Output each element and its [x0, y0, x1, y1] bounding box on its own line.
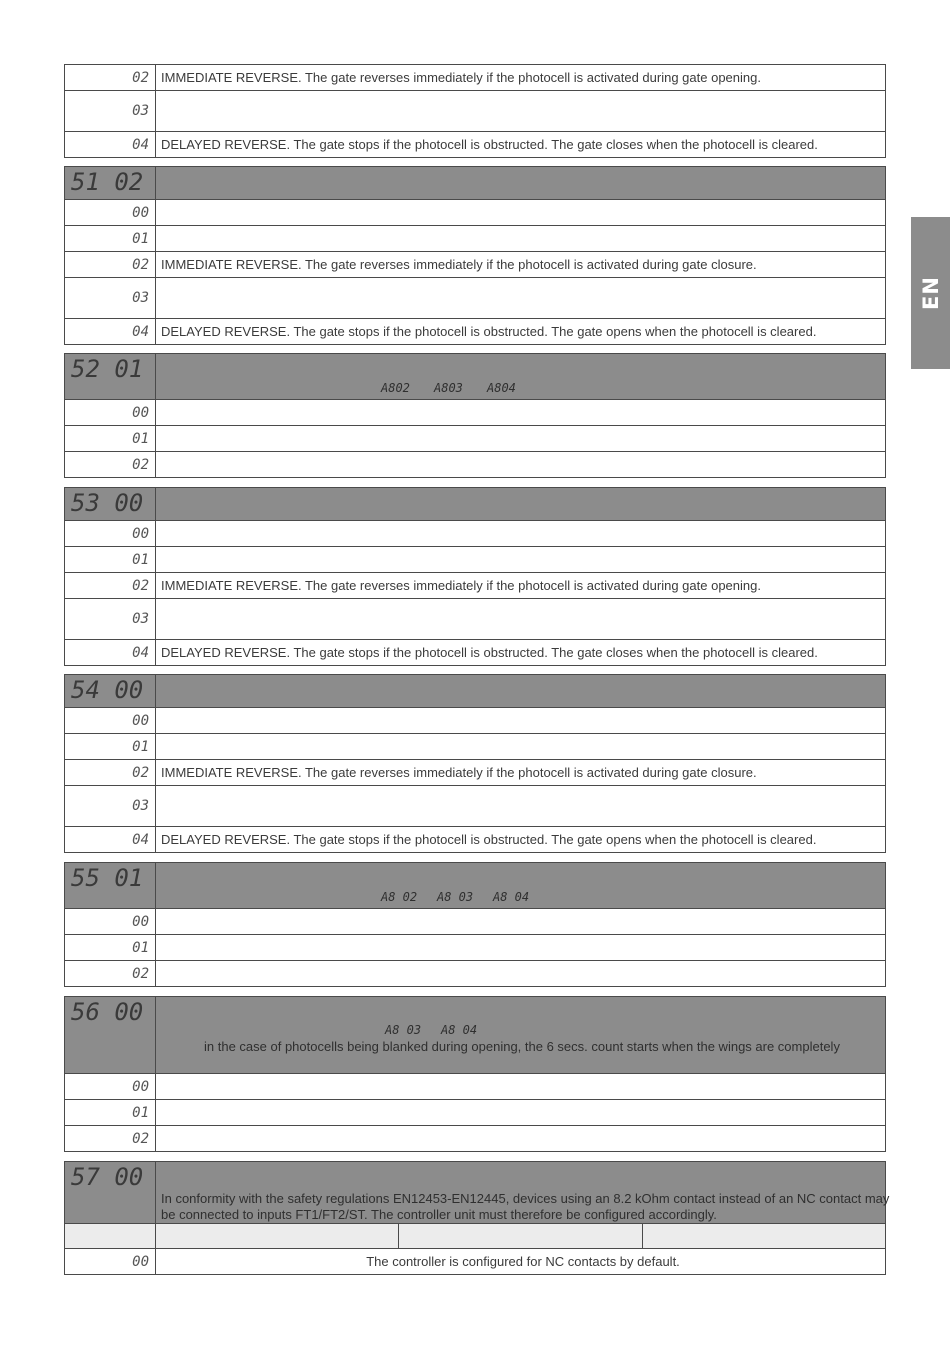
parameter-code: 52 01 [65, 354, 156, 400]
option-description [156, 226, 886, 252]
option-description [156, 786, 886, 827]
parameter-reference: A8 03 [385, 1023, 422, 1037]
table-row [65, 734, 886, 760]
option-description [156, 200, 886, 226]
option-code: 04 [65, 319, 156, 345]
option-description [156, 521, 886, 547]
option-code: 03 [65, 91, 156, 132]
parameter-reference: A8 03 [437, 890, 474, 904]
option-description: IMMEDIATE REVERSE. The gate reverses immediately if the photocell is activated during gate opening. [156, 65, 886, 91]
parameter-code: 56 00 [65, 997, 156, 1074]
parameter-header-description [156, 675, 886, 708]
option-code: 02 [65, 452, 156, 478]
option-code: 01 [65, 935, 156, 961]
parameter-reference: A804 [487, 381, 516, 395]
table-row [65, 935, 886, 961]
option-description: DELAYED REVERSE. The gate stops if the photocell is obstructed. The gate closes when the photocell is cleared. [156, 640, 886, 666]
option-code: 02 [65, 961, 156, 987]
option-code: 02 [65, 1126, 156, 1152]
parameter-56-table [64, 996, 886, 1152]
parameter-code: 55 01 [65, 863, 156, 909]
parameter-57-table [64, 1161, 890, 1275]
option-description: IMMEDIATE REVERSE. The gate reverses immediately if the photocell is activated during gate closure. [156, 760, 886, 786]
parameter-code: 54 00 [65, 675, 156, 708]
option-code: 04 [65, 132, 156, 158]
option-code: 00 [65, 1249, 156, 1275]
option-code: 00 [65, 1074, 156, 1100]
table-row [65, 786, 886, 827]
table-row [65, 278, 886, 319]
parameter-header-description [156, 167, 886, 200]
table-row [65, 1249, 886, 1275]
option-description [156, 400, 886, 426]
parameter-54-table [64, 674, 886, 853]
parameter-code: 53 00 [65, 488, 156, 521]
parameter-reference: A8 04 [441, 1023, 478, 1037]
table-row [65, 91, 886, 132]
parameter-header-description [156, 488, 886, 521]
table-row [65, 252, 886, 278]
option-description [156, 1100, 886, 1126]
table-row [65, 426, 886, 452]
option-code: 01 [65, 1100, 156, 1126]
option-code: 02 [65, 573, 156, 599]
option-description: DELAYED REVERSE. The gate stops if the photocell is obstructed. The gate opens when the photocell is cleared. [156, 319, 886, 345]
option-description [156, 91, 886, 132]
option-description [156, 452, 886, 478]
option-code: 04 [65, 827, 156, 853]
option-code: 04 [65, 640, 156, 666]
option-code: 03 [65, 599, 156, 640]
option-description [156, 708, 886, 734]
parameter-header [65, 1162, 886, 1224]
table-row [65, 599, 886, 640]
option-description: The controller is configured for NC contacts by default. [156, 1249, 886, 1275]
parameter-note: in the case of photocells being blanked during opening, the 6 secs. count starts when the wings are completely [204, 1039, 840, 1054]
table-row [65, 65, 886, 91]
option-code: 01 [65, 426, 156, 452]
parameter-note: In conformity with the safety regulations EN12453-EN12445, devices using an 8.2 kOhm contact instead of an NC contact may be connected to inputs FT1/FT2/ST. The controller unit must therefore be configured accordingly. [161, 1191, 890, 1222]
option-code: 01 [65, 226, 156, 252]
table-row [65, 319, 886, 345]
parameter-header [65, 167, 886, 200]
option-code: 00 [65, 708, 156, 734]
parameter-header [65, 863, 886, 909]
parameter-reference: A803 [434, 381, 463, 395]
parameter-header [65, 488, 886, 521]
parameter-55-table [64, 862, 886, 987]
option-description: IMMEDIATE REVERSE. The gate reverses immediately if the photocell is activated during gate opening. [156, 573, 886, 599]
table-row [65, 452, 886, 478]
option-description [156, 599, 886, 640]
option-description [156, 734, 886, 760]
table-row [65, 1074, 886, 1100]
parameter-header-description [156, 997, 886, 1074]
option-description: DELAYED REVERSE. The gate stops if the photocell is obstructed. The gate closes when the photocell is cleared. [156, 132, 886, 158]
photocell-table-continued [64, 64, 886, 158]
table-row [65, 760, 886, 786]
parameter-header [65, 997, 886, 1074]
parameter-header [65, 675, 886, 708]
sub-header-row [65, 1224, 886, 1249]
option-code: 03 [65, 786, 156, 827]
table-row [65, 200, 886, 226]
option-description [156, 1126, 886, 1152]
option-code: 03 [65, 278, 156, 319]
option-description [156, 1074, 886, 1100]
option-code: 00 [65, 521, 156, 547]
table-row [65, 708, 886, 734]
parameter-header-description [156, 1162, 890, 1224]
option-code: 00 [65, 200, 156, 226]
table-row [65, 640, 886, 666]
table-row [65, 521, 886, 547]
table-row [65, 961, 886, 987]
table-row [65, 132, 886, 158]
table-row [65, 1100, 886, 1126]
option-description: IMMEDIATE REVERSE. The gate reverses immediately if the photocell is activated during gate closure. [156, 252, 886, 278]
option-description [156, 547, 886, 573]
table-row [65, 226, 886, 252]
table-row [65, 547, 886, 573]
parameter-header-description [156, 863, 886, 909]
option-description [156, 278, 886, 319]
option-code: 01 [65, 547, 156, 573]
parameter-52-table [64, 353, 886, 478]
option-code: 00 [65, 400, 156, 426]
table-row [65, 400, 886, 426]
option-description [156, 426, 886, 452]
language-tab [911, 217, 950, 369]
parameter-53-table [64, 487, 886, 666]
option-code: 02 [65, 252, 156, 278]
table-row [65, 909, 886, 935]
parameter-header [65, 354, 886, 400]
table-row [65, 827, 886, 853]
option-description [156, 909, 886, 935]
parameter-header-description [156, 354, 886, 400]
sub-header-cell [65, 1224, 156, 1249]
option-description [156, 935, 886, 961]
option-code: 01 [65, 734, 156, 760]
parameter-code: 51 02 [65, 167, 156, 200]
parameter-51-table [64, 166, 886, 345]
parameter-reference: A8 02 [381, 890, 418, 904]
table-row [65, 573, 886, 599]
option-code: 00 [65, 909, 156, 935]
option-code: 02 [65, 65, 156, 91]
parameter-code: 57 00 [65, 1162, 156, 1224]
option-description [156, 961, 886, 987]
option-code: 02 [65, 760, 156, 786]
parameter-reference: A8 04 [493, 890, 530, 904]
sub-header-cell [399, 1224, 642, 1249]
option-description: DELAYED REVERSE. The gate stops if the photocell is obstructed. The gate opens when the photocell is cleared. [156, 827, 886, 853]
language-tab-label: EN [918, 276, 943, 310]
table-row [65, 1126, 886, 1152]
sub-header-cell [642, 1224, 885, 1249]
parameter-reference: A802 [381, 381, 410, 395]
sub-header-cell [156, 1224, 399, 1249]
